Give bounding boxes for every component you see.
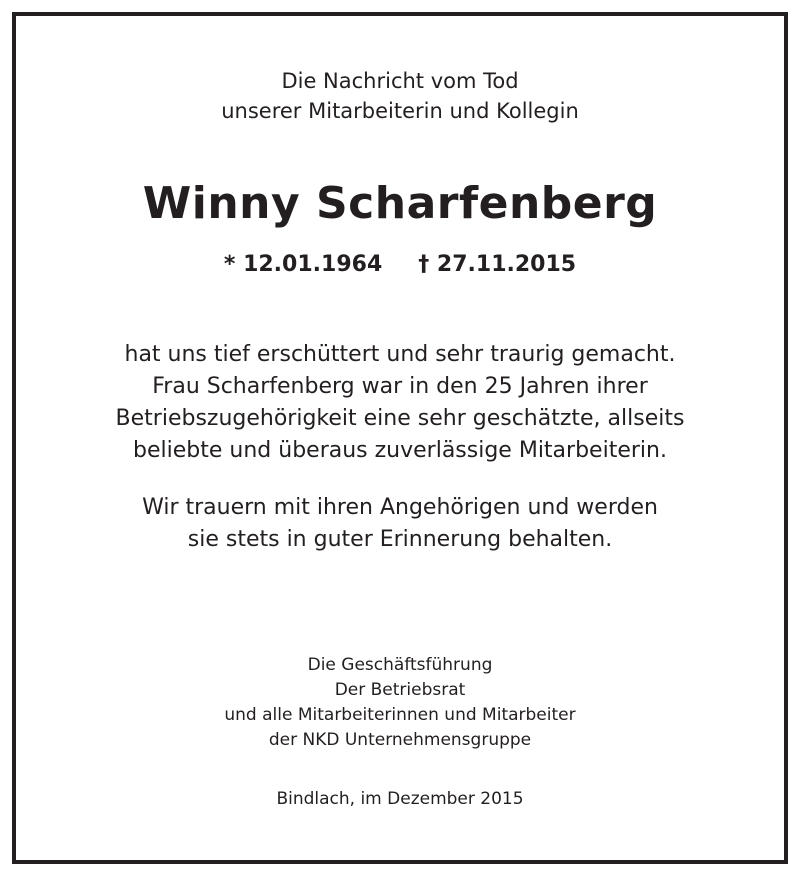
mourning-line: Wir trauern mit ihren Angehörigen und werden [142, 495, 658, 520]
message-line: hat uns tief erschüttert und sehr traurig gemacht. [124, 342, 676, 367]
message-paragraph [16, 339, 784, 467]
intro-line: unserer Mitarbeiterin und Kollegin [221, 99, 579, 123]
message-line: Frau Scharfenberg war in den 25 Jahren ihrer [152, 374, 648, 399]
death-date: † 27.11.2015 [418, 252, 577, 277]
signatories [16, 653, 784, 753]
signatory-line: der NKD Unternehmensgruppe [268, 730, 532, 750]
signatory-line: Die Geschäftsführung [307, 655, 493, 675]
place-date [16, 787, 784, 812]
place-date-text: Bindlach, im Dezember 2015 [276, 789, 524, 809]
mourning-line: sie stets in guter Erinnerung behalten. [187, 527, 613, 552]
message-line: beliebte und überaus zuverlässige Mitarbeiterin. [133, 438, 667, 463]
obituary-frame [12, 12, 788, 864]
mourning-paragraph [16, 492, 784, 556]
signatory-line: und alle Mitarbeiterinnen und Mitarbeiter [224, 705, 576, 725]
life-dates [16, 249, 784, 281]
message-line: Betriebszugehörigkeit eine sehr geschätzte, allseits [115, 406, 685, 431]
signatory-line: Der Betriebsrat [334, 680, 466, 700]
deceased-name [16, 176, 784, 232]
intro-text [16, 66, 784, 126]
birth-date: * 12.01.1964 [223, 252, 383, 277]
deceased-name-text: Winny Scharfenberg [142, 178, 658, 229]
intro-line: Die Nachricht vom Tod [281, 69, 519, 93]
